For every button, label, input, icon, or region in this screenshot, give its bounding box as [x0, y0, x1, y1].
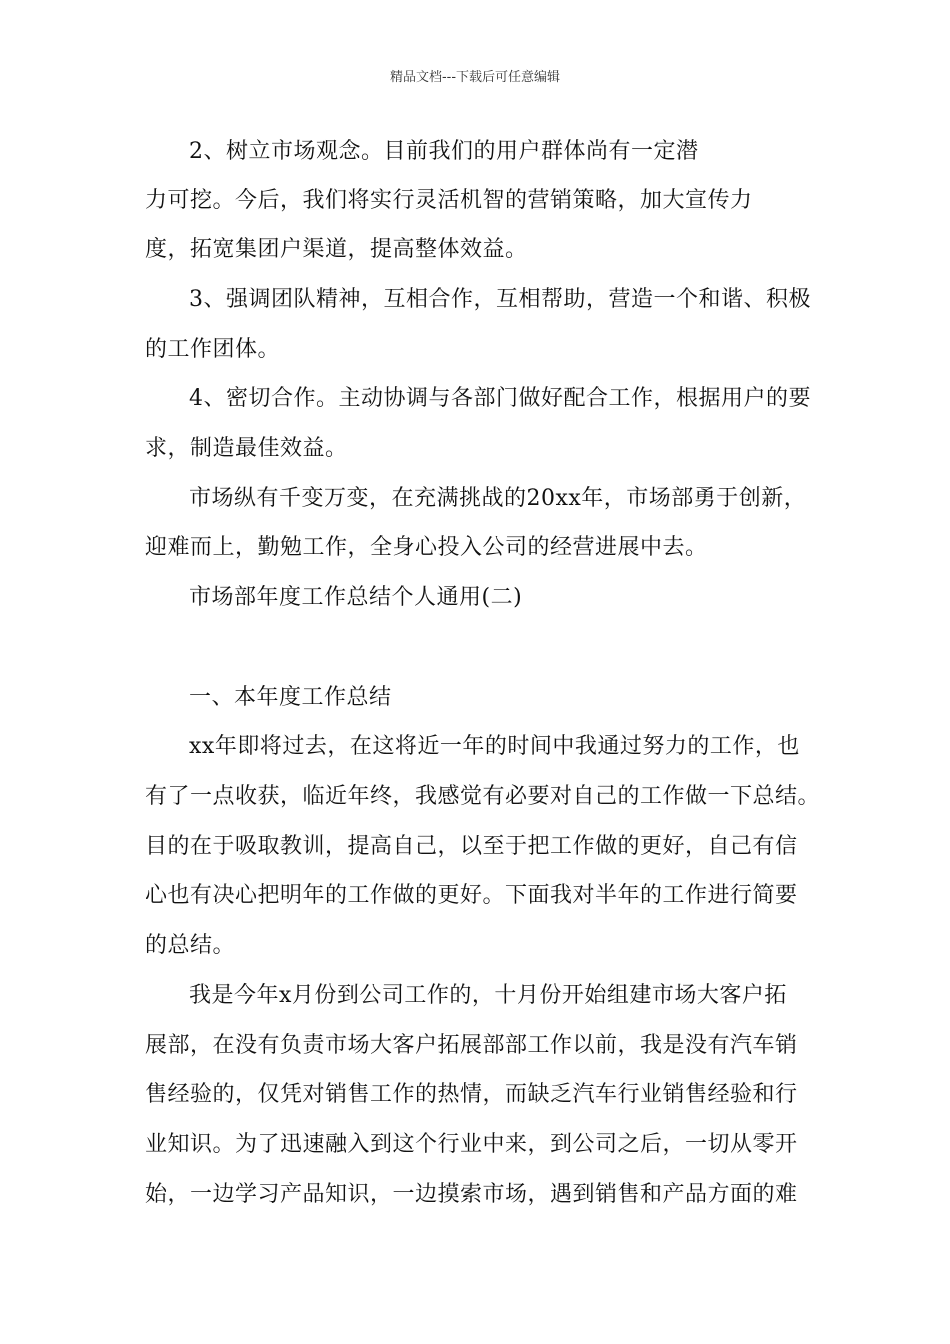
- body-line: 的总结。: [145, 933, 236, 958]
- body-line: 心也有决心把明年的工作做的更好。下面我对半年的工作进行简要: [145, 883, 798, 908]
- body-line: 2、树立市场观念。目前我们的用户群体尚有一定潜: [189, 139, 699, 164]
- section-title: 市场部年度工作总结个人通用(二): [189, 585, 523, 610]
- body-line: 3、强调团队精神，互相合作，互相帮助，营造一个和谐、积极: [189, 287, 811, 312]
- body-line: 目的在于吸取教训，提高自己，以至于把工作做的更好，自己有信: [145, 834, 798, 859]
- body-line: 迎难而上，勤勉工作，全身心投入公司的经营进展中去。: [145, 535, 708, 560]
- body-line: 业知识。为了迅速融入到这个行业中来，到公司之后，一切从零开: [145, 1132, 798, 1157]
- body-line: 市场纵有千变万变，在充满挑战的20xx年，市场部勇于创新，: [189, 486, 807, 511]
- body-line: 我是今年x月份到公司工作的，十月份开始组建市场大客户拓: [189, 983, 787, 1008]
- body-line: 度，拓宽集团户渠道，提高整体效益。: [145, 237, 528, 262]
- body-line: 展部，在没有负责市场大客户拓展部部工作以前，我是没有汽车销: [145, 1033, 798, 1058]
- body-line: 力可挖。今后，我们将实行灵活机智的营销策略，加大宣传力: [145, 188, 753, 213]
- body-line: xx年即将过去，在这将近一年的时间中我通过努力的工作，也: [189, 734, 800, 759]
- page-header: 精品文档---下载后可任意编辑: [389, 70, 561, 85]
- body-line: 求，制造最佳效益。: [145, 436, 348, 461]
- body-line: 售经验的，仅凭对销售工作的热情，而缺乏汽车行业销售经验和行: [145, 1082, 798, 1107]
- body-line: 始，一边学习产品知识，一边摸索市场，遇到销售和产品方面的难: [145, 1182, 798, 1207]
- body-line: 有了一点收获，临近年终，我感觉有必要对自己的工作做一下总结。: [145, 784, 821, 809]
- body-line: 的工作团体。: [145, 337, 281, 362]
- body-line: 4、密切合作。主动协调与各部门做好配合工作，根据用户的要: [189, 386, 811, 411]
- subsection-title: 一、本年度工作总结: [189, 685, 392, 710]
